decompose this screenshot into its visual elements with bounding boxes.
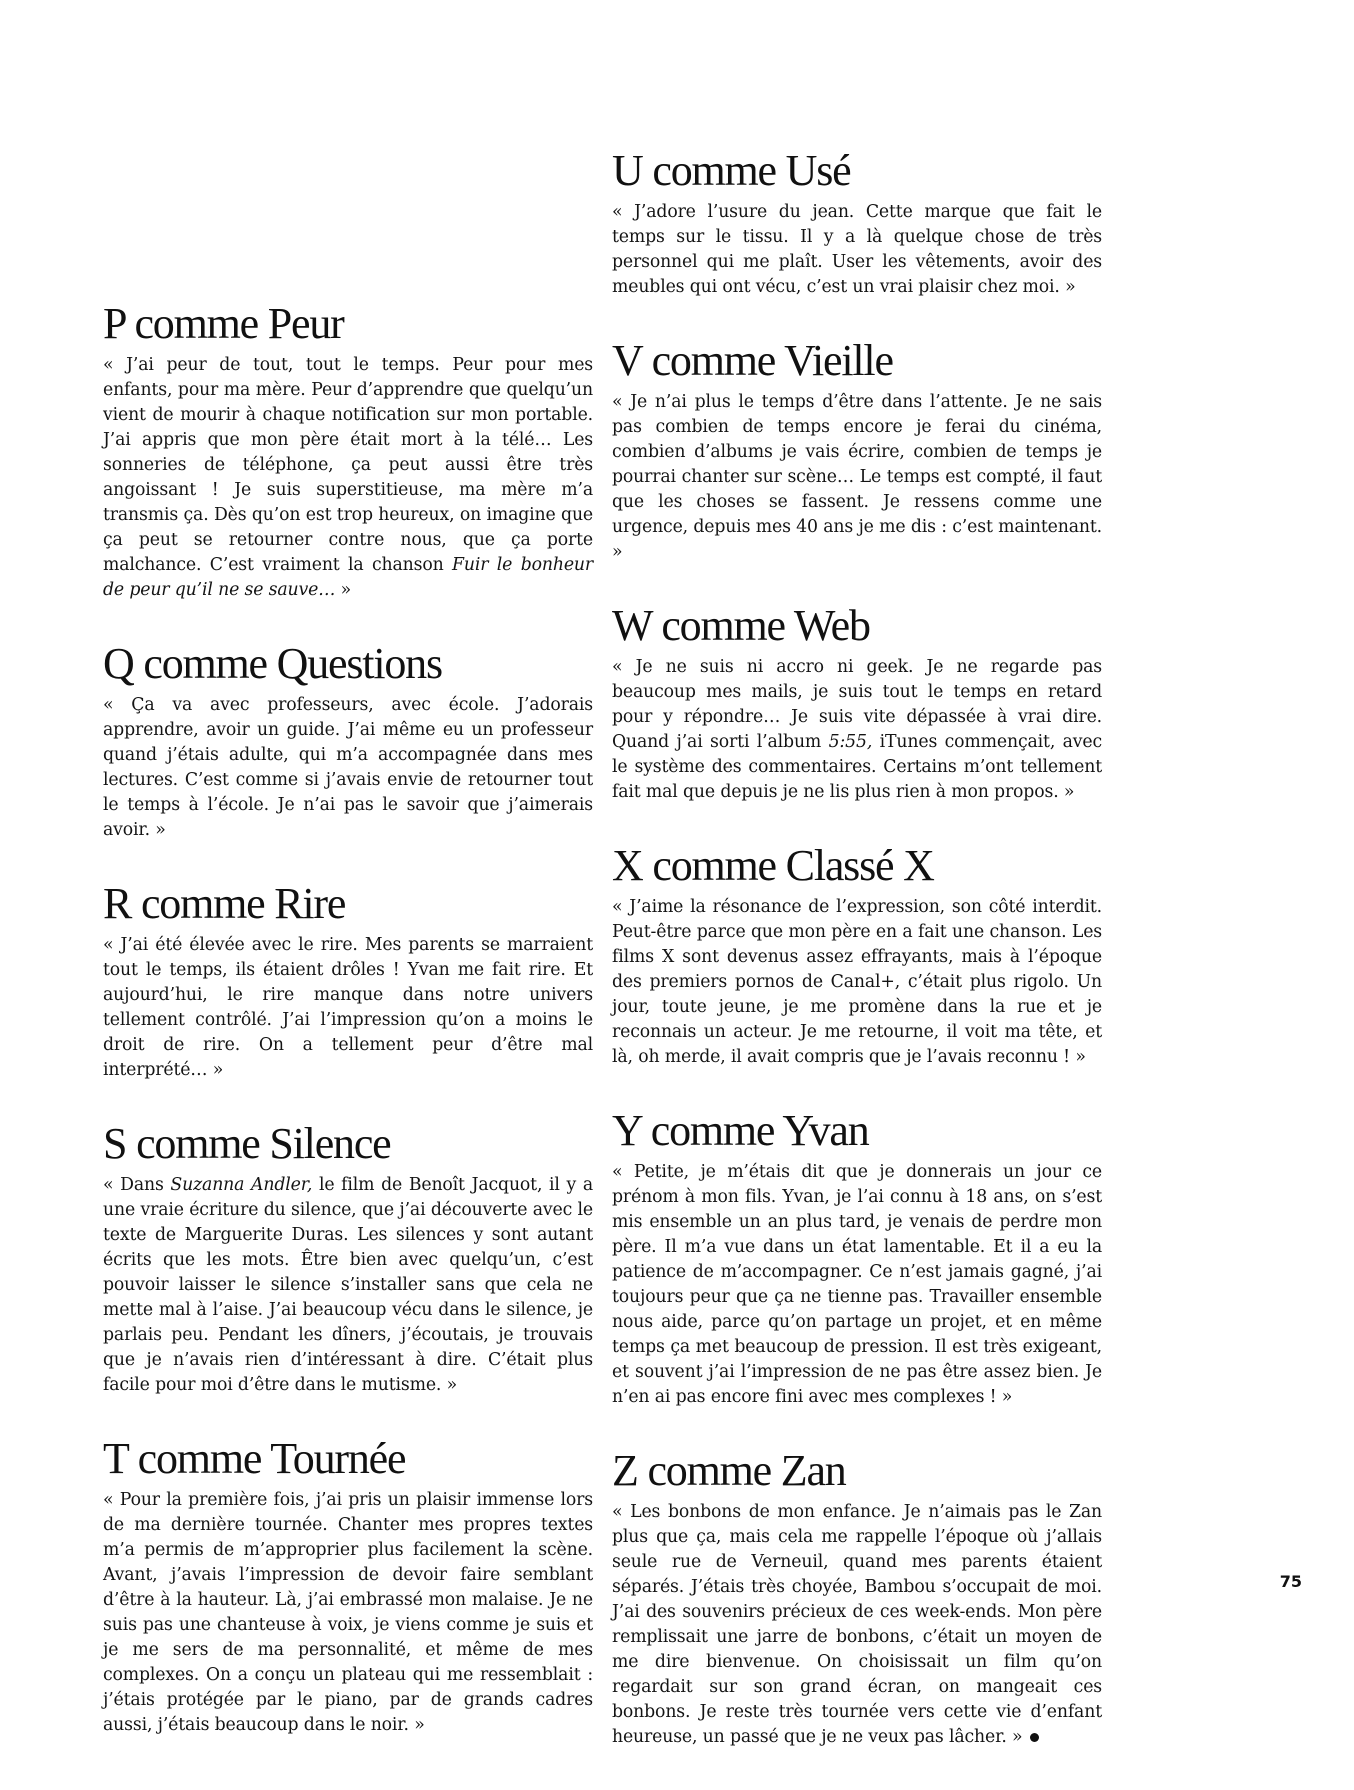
entry-u-use: [612, 146, 1102, 300]
entry-y-yvan: [612, 1106, 1102, 1410]
entry-r-rire: [103, 879, 593, 1083]
film-title: Suzanna Andler,: [170, 1175, 313, 1195]
entry-text: « J’aime la résonance de l’expression, son côté interdit. Peut-être parce que mon père en a fait une chanson. Les films X sont devenus assez effrayants, mais à l’époque des premiers pornos de Canal+, c’était plus rigolo. Un jour, toute jeune, je me promène dans la rue et je reconnais un acteur. Je me retourne, il voit ma tête, et là, oh merde, il avait compris que je l’avais reconnu ! »: [612, 897, 1102, 1067]
text-segment: « Je ne suis ni accro ni geek. Je ne regarde pas beaucoup mes mails, je suis tout le temps en retard pour y répondre… Je suis vite dépassée à vrai dire. Quand j’ai sorti l’album: [612, 657, 1102, 752]
entry-heading: Y comme Yvan: [612, 1106, 869, 1155]
entry-text: « Petite, je m’étais dit que je donnerais un jour ce prénom à mon fils. Yvan, je l’ai connu à 18 ans, on s’est mis ensemble un an plus tard, je venais de perdre mon père. Il m’a vue dans un état lamentable. Et il a eu la patience de m’accompagner. Ce n’est jamais gagné, j’ai toujours peur que ça ne tienne pas. Travailler ensemble nous aide, parce qu’on partage un projet, et en même temps ça met beaucoup de pression. Il est très exigeant, et souvent j’ai l’impression de ne pas être assez bien. Je n’en ai pas encore fini avec mes complexes ! »: [612, 1162, 1102, 1407]
entry-x-classe-x: [612, 841, 1102, 1070]
entry-heading: P comme Peur: [103, 299, 344, 348]
entry-heading: T comme Tournée: [103, 1434, 406, 1483]
entry-heading: Z comme Zan: [612, 1446, 846, 1495]
text-segment: « J’ai peur de tout, tout le temps. Peur pour mes enfants, pour ma mère. Peur d’apprendre que quelqu’un vient de mourir à chaque notification sur mon portable. J’ai appris que mon père était mort à la télé… Les sonneries de téléphone, ça peut aussi être très angoissant ! Je suis superstitieuse, ma mère m’a transmis ça. Dès qu’on est trop heureux, on imagine que ça peut se retourner contre nous, que ça porte malchance. C’est vraiment la chanson: [103, 355, 593, 575]
entry-s-silence: [103, 1119, 593, 1398]
entry-text: « Je n’ai plus le temps d’être dans l’attente. Je ne sais pas combien de temps encore je ferai du cinéma, combien d’albums je vais écrire, combien de temps je pourrai chanter sur scène… Le temps est compté, il faut que les choses se fassent. Je ressens comme une urgence, depuis mes 40 ans je me dis : c’est maintenant. »: [612, 392, 1102, 562]
song-title: Fuir le bonheur de peur qu’il ne se sauve…: [103, 555, 593, 600]
entry-text: [612, 1500, 1102, 1750]
entry-heading: W comme Web: [612, 601, 870, 650]
entry-heading: R comme Rire: [103, 879, 346, 928]
entry-heading: V comme Vieille: [612, 336, 893, 385]
text-segment: le film de Benoît Jacquot, il y a une vraie écriture du silence, que j’ai découverte avec le texte de Marguerite Duras. Les silences y sont autant écrits que les mots. Être bien avec quelqu’un, c’est pouvoir laisser le silence s’installer sans que cela ne mette mal à l’aise. J’ai beaucoup vécu dans le silence, je parlais peu. Pendant les dîners, j’écoutais, je trouvais que je n’avais rien d’intéressant à dire. C’était plus facile pour moi d’être dans le mutisme. »: [103, 1175, 593, 1395]
text-segment: « Les bonbons de mon enfance. Je n’aimais pas le Zan plus que ça, mais cela me rappelle l’époque où j’allais seule rue de Verneuil, quand mes parents étaient séparés. J’étais très choyée, Bambou s’occupait de moi. J’ai des souvenirs précieux de ces week-ends. Mon père remplissait une jarre de bonbons, c’était un moyen de me dire bienvenue. On choisissait un film qu’on regardait sur son grand écran, on mangeait ces bonbons. Je reste très tournée vers cette vie d’enfant heureuse, un passé que je ne veux pas lâcher. »: [612, 1502, 1102, 1747]
entry-heading: X comme Classé X: [612, 841, 934, 890]
entry-text: « Ça va avec professeurs, avec école. J’adorais apprendre, avoir un guide. J’ai même eu un professeur quand j’étais adulte, qui m’a accompagnée dans mes lectures. C’est comme si j’avais envie de retourner tout le temps à l’école. Je n’ai pas le savoir que j’aimerais avoir. »: [103, 695, 593, 840]
entry-text: « J’ai été élevée avec le rire. Mes parents se marraient tout le temps, ils étaient drôles ! Yvan me fait rire. Et aujourd’hui, le rire manque dans notre univers tellement contrôlé. J’ai l’impression qu’on a moins le droit de rire. On a tellement peur d’être mal interprété… »: [103, 935, 593, 1080]
entry-text: « J’adore l’usure du jean. Cette marque que fait le temps sur le tissu. Il y a là quelque chose de très personnel qui me plaît. User les vêtements, avoir des meubles qui ont vécu, c’est un vrai plaisir chez moi. »: [612, 202, 1102, 297]
album-title: 5:55,: [828, 732, 873, 752]
entry-heading: Q comme Questions: [103, 639, 442, 688]
right-column: [612, 146, 1102, 1790]
entry-heading: U comme Usé: [612, 146, 851, 195]
entry-text: [612, 655, 1102, 805]
left-column: [103, 299, 593, 1778]
entry-heading: S comme Silence: [103, 1119, 391, 1168]
entry-text: [103, 353, 593, 603]
entry-w-web: [612, 601, 1102, 805]
entry-t-tournee: [103, 1434, 593, 1738]
text-segment: »: [335, 580, 352, 600]
entry-z-zan: [612, 1446, 1102, 1750]
text-segment: « Dans: [103, 1175, 171, 1195]
entry-q-questions: [103, 639, 593, 843]
entry-v-vieille: [612, 336, 1102, 565]
entry-text: [103, 1173, 593, 1398]
end-of-article-mark: [1030, 1733, 1039, 1742]
page-number: 75: [1279, 1572, 1302, 1591]
entry-p-peur: [103, 299, 593, 603]
entry-text: « Pour la première fois, j’ai pris un plaisir immense lors de ma dernière tournée. Chanter mes propres textes m’a permis de m’approprier plus facilement la scène. Avant, j’avais l’impression de devoir faire semblant d’être à la hauteur. Là, j’ai embrassé mon malaise. Je ne suis pas une chanteuse à voix, je viens comme je suis et je me sers de ma personnalité, et même de mes complexes. On a conçu un plateau qui me ressemblait : j’étais protégée par le piano, par de grands cadres aussi, j’étais beaucoup dans le noir. »: [103, 1490, 593, 1735]
text-segment: iTunes commençait, avec le système des commentaires. Certains m’ont tellement fait mal que depuis je ne lis plus rien à mon propos. »: [612, 732, 1102, 802]
